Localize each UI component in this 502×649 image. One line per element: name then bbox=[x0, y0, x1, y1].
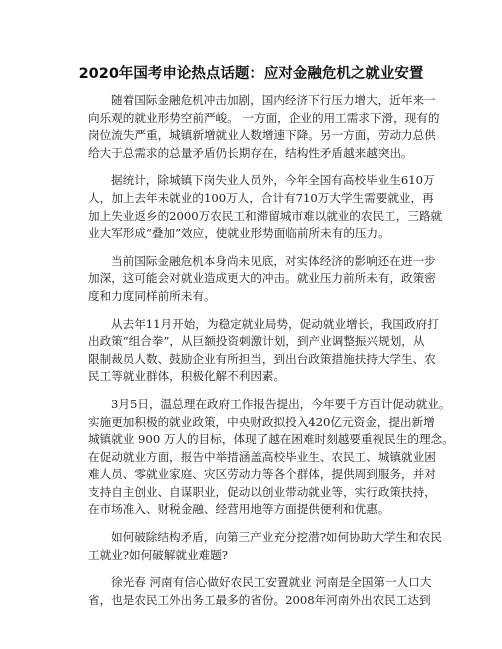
text-line: 岗位流失严重，城镇新增就业人数增速下降。另一方面，劳动力总供 bbox=[88, 128, 436, 143]
text-line: 业大军形成“叠加”效应，使就业形势面临前所未有的压力。 bbox=[88, 226, 390, 241]
text-line: 加深，这可能会对就业造成更大的冲击。就业压力前所未有，政策密 bbox=[88, 271, 436, 286]
text-line: 省，也是农民工外出务工最多的省份。2008年河南外出农民工达到 bbox=[88, 592, 431, 607]
text-line: 实施更加积极的就业政策，中央财政拟投入420亿元资金，提出新增 bbox=[88, 414, 435, 429]
paragraph bbox=[88, 316, 439, 386]
text-line: 城镇就业 900 万人的目标，体现了越在困难时刻越要重视民生的理念。 bbox=[88, 432, 454, 447]
text-line: 人，加上去年未就业的100万人，合计有710万大学生需要就业，再 bbox=[88, 190, 434, 205]
paragraph bbox=[88, 396, 454, 519]
text-line: 徐光春 河南有信心做好农民工安置就业 河南是全国第一人口大 bbox=[111, 575, 432, 590]
text-line: 如何破除结构矛盾，向第三产业充分挖潜?如何协助大学生和农民 bbox=[111, 530, 442, 545]
text-line: 限制裁员人数、鼓励企业有所担当，到出台政策措施扶持大学生、农 bbox=[88, 351, 436, 366]
text-line: 难人员、零就业家庭、灾区劳动力等各个群体，提供周到服务，并对 bbox=[88, 467, 436, 482]
text-line: 加上失业返乡的2000万农民工和滞留城市难以就业的农民工，三路就 bbox=[88, 208, 443, 223]
text-line: 从去年11月开始，为稳定就业局势，促动就业增长，我国政府打 bbox=[111, 316, 439, 331]
text-line: 随着国际金融危机冲击加剧，国内经济下行压力增大，近年来一 bbox=[111, 93, 436, 107]
text-line: 工就业?如何破解就业难题? bbox=[88, 547, 228, 562]
paragraph bbox=[88, 172, 443, 242]
document-body bbox=[88, 92, 454, 619]
paragraph bbox=[88, 529, 442, 564]
document-title: 2020年国考申论热点话题：应对金融危机之就业安置 bbox=[78, 66, 424, 82]
text-line: 给大于总需求的总量矛盾仍长期存在，结构性矛盾越来越突出。 bbox=[88, 145, 413, 160]
paragraph bbox=[88, 253, 436, 306]
text-line: 据统计，除城镇下岗失业人员外，今年全国有高校毕业生610万 bbox=[111, 173, 435, 188]
text-line: 向乐观的就业形势空前严峻。 一方面，企业的用工需求下滑，现有的 bbox=[88, 110, 440, 125]
paragraph bbox=[88, 92, 440, 162]
text-line: 在促动就业方面，报告中举措涵盖高校毕业生、农民工、城镇就业困 bbox=[88, 449, 436, 464]
text-line: 度和力度同样前所未有。 bbox=[88, 288, 216, 303]
text-line: 3月5日，温总理在政府工作报告提出，今年要千方百计促动就业。 bbox=[111, 396, 451, 411]
text-line: 出政策“组合拳”，从巨额投资刺激计划，到产业调整振兴规划，从 bbox=[88, 334, 425, 349]
paragraph bbox=[88, 574, 432, 609]
text-line: 支持自主创业、自谋职业，促动以创业带动就业等，实行政策扶持， bbox=[88, 484, 436, 499]
text-line: 当前国际金融危机本身尚未见底，对实体经济的影响还在进一步 bbox=[111, 253, 436, 268]
text-line: 在市场准入、财税金融、经营用地等方面提供便利和优惠。 bbox=[88, 502, 390, 517]
text-line: 民工等就业群体，积极化解不利因素。 bbox=[88, 369, 286, 384]
